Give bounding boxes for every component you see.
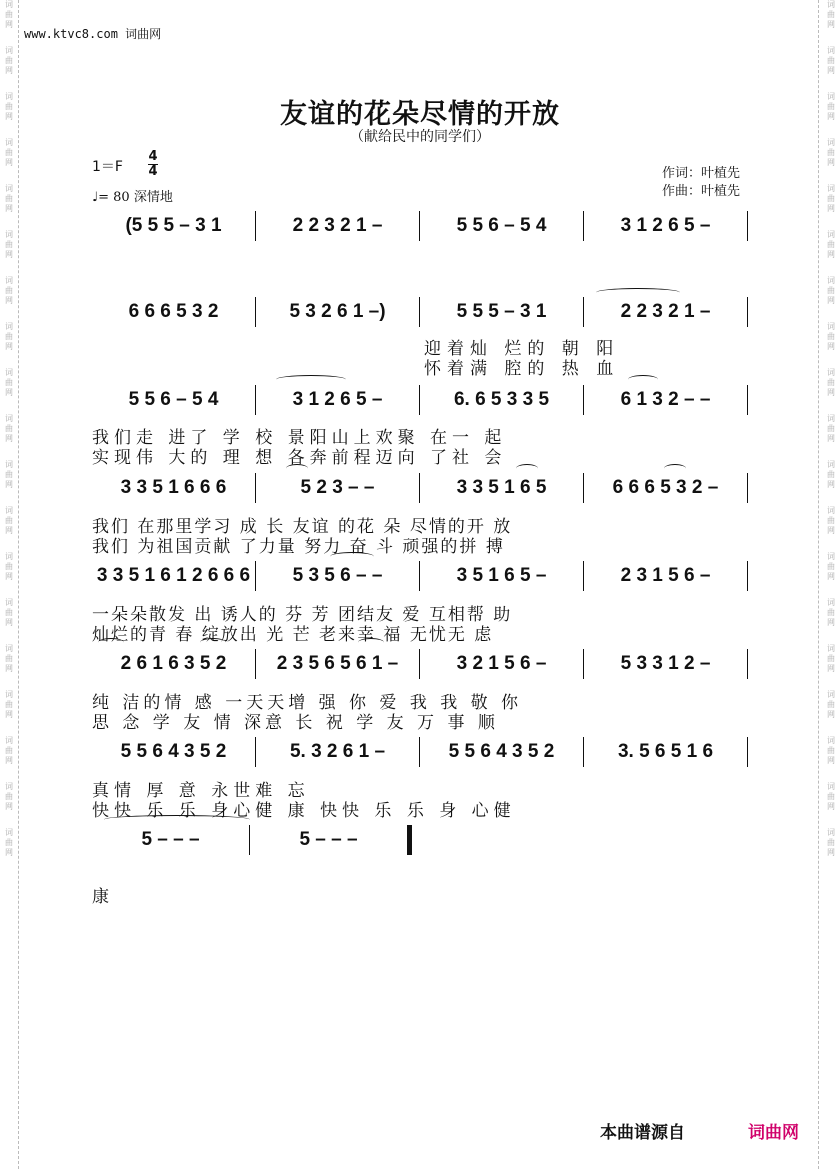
- lyric-line: 思 念 学 友 情 深意 长 祝 学 友 万 事 顺: [92, 713, 499, 733]
- watermark-char: 曲: [5, 562, 13, 571]
- song-subtitle: （献给民中的同学们）: [350, 129, 490, 145]
- score-measure: 6. 6 5 3 3 5: [453, 389, 550, 410]
- watermark-char: 曲: [827, 10, 835, 19]
- watermark-char: 曲: [827, 378, 835, 387]
- watermark-char: 词: [5, 322, 13, 331]
- score-measure: (5 5 5 – 3 1: [125, 215, 222, 236]
- slur-mark: [200, 638, 226, 647]
- score-measure: 6 1 3 2 – –: [620, 389, 711, 410]
- lyric-line: 康: [92, 887, 122, 907]
- watermark-char: 词: [827, 92, 835, 101]
- time-signature: [148, 150, 158, 179]
- score-measure: 2 3 5 6 5 6 1 –: [276, 653, 399, 674]
- score-measure: 2 2 3 2 1 –: [292, 215, 383, 236]
- watermark-char: 曲: [5, 700, 13, 709]
- watermark-char: 网: [5, 250, 13, 259]
- tie-mark: [104, 815, 250, 824]
- watermark-char: 网: [827, 388, 835, 397]
- score-row: [92, 294, 748, 330]
- score-row: [92, 734, 748, 770]
- watermark-char: 词: [827, 184, 835, 193]
- watermark-char: 词: [5, 460, 13, 469]
- watermark-char: 网: [827, 710, 835, 719]
- score-measure: 2 2 3 2 1 –: [620, 301, 711, 322]
- watermark-char: 词: [5, 414, 13, 423]
- watermark-char: 曲: [5, 10, 13, 19]
- lyric-line: 怀着满 腔的 热 血: [424, 359, 620, 379]
- watermark-char: 网: [827, 250, 835, 259]
- watermark-char: 网: [5, 802, 13, 811]
- score-row: [92, 558, 748, 594]
- watermark-char: 网: [827, 802, 835, 811]
- score-measure: 2 6 1 6 3 5 2: [120, 653, 227, 674]
- score-measure: 5 – – –: [299, 829, 358, 850]
- lyricist-credit: 作词：叶植先: [662, 166, 741, 181]
- watermark-char: 曲: [5, 56, 13, 65]
- lyric-line: 我们 在那里学习 成 长 友谊 的花 朵 尽情的开 放: [92, 517, 513, 537]
- composer-credit: 作曲：叶植先: [662, 184, 741, 199]
- watermark-char: 网: [5, 618, 13, 627]
- barline: [747, 211, 748, 241]
- watermark-char: 曲: [827, 470, 835, 479]
- score-measure: 5 5 5 – 3 1: [456, 301, 547, 322]
- watermark-char: 网: [827, 618, 835, 627]
- score-measure: 6 6 6 5 3 2 –: [612, 477, 719, 498]
- slur-mark: [286, 464, 308, 473]
- slur-mark: [628, 375, 658, 384]
- lyric-line: 快快 乐 乐 身心健 康 快快 乐 乐 身 心健: [92, 801, 516, 821]
- watermark-char: 网: [5, 158, 13, 167]
- watermark-char: 网: [5, 434, 13, 443]
- watermark-char: 词: [827, 782, 835, 791]
- watermark-char: 词: [5, 782, 13, 791]
- watermark-char: 词: [827, 828, 835, 837]
- barline: [747, 297, 748, 327]
- watermark-char: 网: [5, 66, 13, 75]
- watermark-char: 曲: [5, 608, 13, 617]
- key-signature: 1＝F: [92, 159, 123, 175]
- lyric-line: 纯 洁的情 感 一天天增 强 你 爱 我 我 敬 你: [92, 693, 523, 713]
- watermark-char: 网: [827, 848, 835, 857]
- final-barline: [407, 825, 412, 855]
- footer-source-label: 本曲谱源自: [600, 1123, 685, 1143]
- watermark-char: 网: [5, 756, 13, 765]
- watermark-char: 网: [5, 710, 13, 719]
- watermark-char: 词: [827, 0, 835, 9]
- watermark-char: 词: [827, 552, 835, 561]
- watermark-char: 词: [827, 506, 835, 515]
- right-watermark-column: [823, 0, 839, 1169]
- slur-mark: [664, 464, 686, 473]
- watermark-char: 网: [5, 342, 13, 351]
- watermark-char: 词: [827, 460, 835, 469]
- watermark-char: 词: [827, 736, 835, 745]
- watermark-char: 词: [5, 506, 13, 515]
- watermark-char: 曲: [5, 102, 13, 111]
- watermark-char: 曲: [827, 838, 835, 847]
- watermark-char: 网: [827, 112, 835, 121]
- score-measure: 5 5 6 4 3 5 2: [448, 741, 555, 762]
- score-measure: 5 5 6 – 5 4: [128, 389, 219, 410]
- watermark-char: 曲: [827, 286, 835, 295]
- watermark-char: 曲: [5, 516, 13, 525]
- watermark-char: 词: [5, 92, 13, 101]
- time-signature-top: 4: [148, 149, 158, 164]
- watermark-char: 词: [5, 184, 13, 193]
- watermark-char: 网: [827, 572, 835, 581]
- lyric-line: 我们走 进了 学 校 景阳山上欢聚 在一 起: [92, 428, 507, 448]
- watermark-char: 曲: [827, 608, 835, 617]
- score-measure: 5 5 6 – 5 4: [456, 215, 547, 236]
- watermark-char: 词: [827, 644, 835, 653]
- watermark-char: 词: [5, 690, 13, 699]
- watermark-char: 曲: [5, 286, 13, 295]
- watermark-char: 词: [827, 46, 835, 55]
- watermark-char: 网: [827, 296, 835, 305]
- lyric-line: 迎着灿 烂的 朝 阳: [424, 339, 620, 359]
- footer-site-logo[interactable]: 词曲网: [748, 1123, 799, 1143]
- watermark-char: 曲: [5, 194, 13, 203]
- lyric-line: 一朵朵散发 出 诱人的 芬 芳 团结友 爱 互相帮 助: [92, 605, 513, 625]
- song-title: 友谊的花朵尽情的开放: [280, 99, 560, 130]
- slur-mark: [516, 464, 538, 473]
- watermark-char: 网: [5, 112, 13, 121]
- slur-mark: [98, 638, 124, 647]
- right-margin-line: [818, 0, 819, 1169]
- score-measure: 5 5 6 4 3 5 2: [120, 741, 227, 762]
- score-measure: 3 3 5 1 6 5: [456, 477, 547, 498]
- watermark-char: 词: [827, 598, 835, 607]
- watermark-char: 网: [827, 434, 835, 443]
- watermark-char: 词: [5, 276, 13, 285]
- watermark-char: 词: [827, 276, 835, 285]
- watermark-char: 词: [5, 46, 13, 55]
- watermark-char: 曲: [5, 148, 13, 157]
- watermark-char: 网: [827, 204, 835, 213]
- watermark-char: 曲: [827, 424, 835, 433]
- watermark-char: 曲: [827, 700, 835, 709]
- watermark-char: 词: [5, 230, 13, 239]
- watermark-char: 曲: [5, 792, 13, 801]
- watermark-char: 词: [5, 644, 13, 653]
- watermark-char: 曲: [5, 470, 13, 479]
- score-row: [92, 822, 412, 858]
- barline: [747, 561, 748, 591]
- score-measure: 5 2 3 – –: [300, 477, 375, 498]
- watermark-char: 曲: [5, 332, 13, 341]
- watermark-char: 网: [827, 526, 835, 535]
- score-row: [92, 646, 748, 682]
- watermark-char: 词: [827, 138, 835, 147]
- watermark-char: 曲: [827, 792, 835, 801]
- watermark-char: 曲: [827, 56, 835, 65]
- score-measure: 5 3 2 6 1 –): [289, 301, 386, 322]
- watermark-char: 词: [5, 368, 13, 377]
- left-margin-line: [18, 0, 19, 1169]
- watermark-char: 词: [827, 690, 835, 699]
- watermark-char: 曲: [827, 194, 835, 203]
- watermark-char: 词: [5, 552, 13, 561]
- watermark-char: 网: [827, 480, 835, 489]
- watermark-char: 词: [5, 736, 13, 745]
- score-measure: 3 1 2 6 5 –: [620, 215, 711, 236]
- slur-mark: [276, 375, 346, 384]
- tempo-marking: ♩= 80 深情地: [92, 190, 173, 205]
- watermark-char: 词: [827, 414, 835, 423]
- watermark-char: 网: [5, 296, 13, 305]
- slur-mark: [358, 638, 384, 647]
- score-measure: 3. 5 6 5 1 6: [617, 741, 714, 762]
- score-row: [92, 382, 748, 418]
- watermark-char: 曲: [827, 332, 835, 341]
- score-row: [92, 470, 748, 506]
- watermark-char: 曲: [827, 102, 835, 111]
- watermark-char: 网: [5, 20, 13, 29]
- watermark-char: 曲: [5, 654, 13, 663]
- score-measure: 6 6 6 5 3 2: [128, 301, 219, 322]
- watermark-char: 曲: [827, 654, 835, 663]
- watermark-char: 网: [827, 20, 835, 29]
- slur-mark: [596, 288, 680, 297]
- watermark-char: 曲: [5, 838, 13, 847]
- watermark-char: 曲: [5, 378, 13, 387]
- watermark-char: 词: [827, 230, 835, 239]
- barline: [747, 473, 748, 503]
- watermark-char: 网: [827, 342, 835, 351]
- watermark-char: 网: [5, 388, 13, 397]
- watermark-char: 网: [827, 756, 835, 765]
- score-measure: 3 5 1 6 5 –: [456, 565, 547, 586]
- watermark-char: 网: [827, 664, 835, 673]
- left-watermark-column: [1, 0, 17, 1169]
- watermark-char: 曲: [827, 516, 835, 525]
- score-row: [92, 208, 748, 244]
- score-measure: 5 – – –: [141, 829, 200, 850]
- watermark-char: 曲: [827, 562, 835, 571]
- score-measure: 3 3 5 1 6 1 2 6 6 6: [96, 565, 251, 586]
- lyric-line: 真情 厚 意 永世难 忘: [92, 781, 310, 801]
- watermark-char: 网: [827, 66, 835, 75]
- watermark-char: 网: [5, 526, 13, 535]
- watermark-char: 曲: [827, 240, 835, 249]
- watermark-char: 词: [5, 598, 13, 607]
- score-measure: 3 3 5 1 6 6 6: [120, 477, 227, 498]
- watermark-char: 词: [827, 368, 835, 377]
- site-url[interactable]: www.ktvc8.com 词曲网: [24, 27, 162, 41]
- barline: [747, 385, 748, 415]
- watermark-char: 曲: [5, 746, 13, 755]
- watermark-char: 词: [5, 828, 13, 837]
- score-measure: 5 3 5 6 – –: [292, 565, 383, 586]
- watermark-char: 网: [5, 480, 13, 489]
- barline: [747, 649, 748, 679]
- watermark-char: 词: [827, 322, 835, 331]
- score-measure: 2 3 1 5 6 –: [620, 565, 711, 586]
- watermark-char: 词: [5, 0, 13, 9]
- score-measure: 3 2 1 5 6 –: [456, 653, 547, 674]
- lyric-line: 实现伟 大的 理 想 各奔前程迈向 了社 会: [92, 448, 507, 468]
- watermark-char: 网: [5, 848, 13, 857]
- watermark-char: 网: [5, 572, 13, 581]
- watermark-char: 网: [5, 664, 13, 673]
- watermark-char: 网: [5, 204, 13, 213]
- slur-mark: [330, 552, 374, 561]
- score-measure: 5. 3 2 6 1 –: [289, 741, 386, 762]
- watermark-char: 曲: [827, 746, 835, 755]
- barline: [747, 737, 748, 767]
- watermark-char: 词: [5, 138, 13, 147]
- watermark-char: 网: [827, 158, 835, 167]
- lyric-line: 我们 为祖国贡献 了力量 努力 奋 斗 顽强的拼 搏: [92, 537, 505, 557]
- lyric-line: 灿烂的青 春 绽放出 光 芒 老来幸 福 无忧无 虑: [92, 625, 494, 645]
- watermark-char: 曲: [5, 240, 13, 249]
- time-signature-bottom: 4: [148, 164, 158, 179]
- score-measure: 5 3 3 1 2 –: [620, 653, 711, 674]
- watermark-char: 曲: [5, 424, 13, 433]
- watermark-char: 曲: [827, 148, 835, 157]
- score-measure: 3 1 2 6 5 –: [292, 389, 383, 410]
